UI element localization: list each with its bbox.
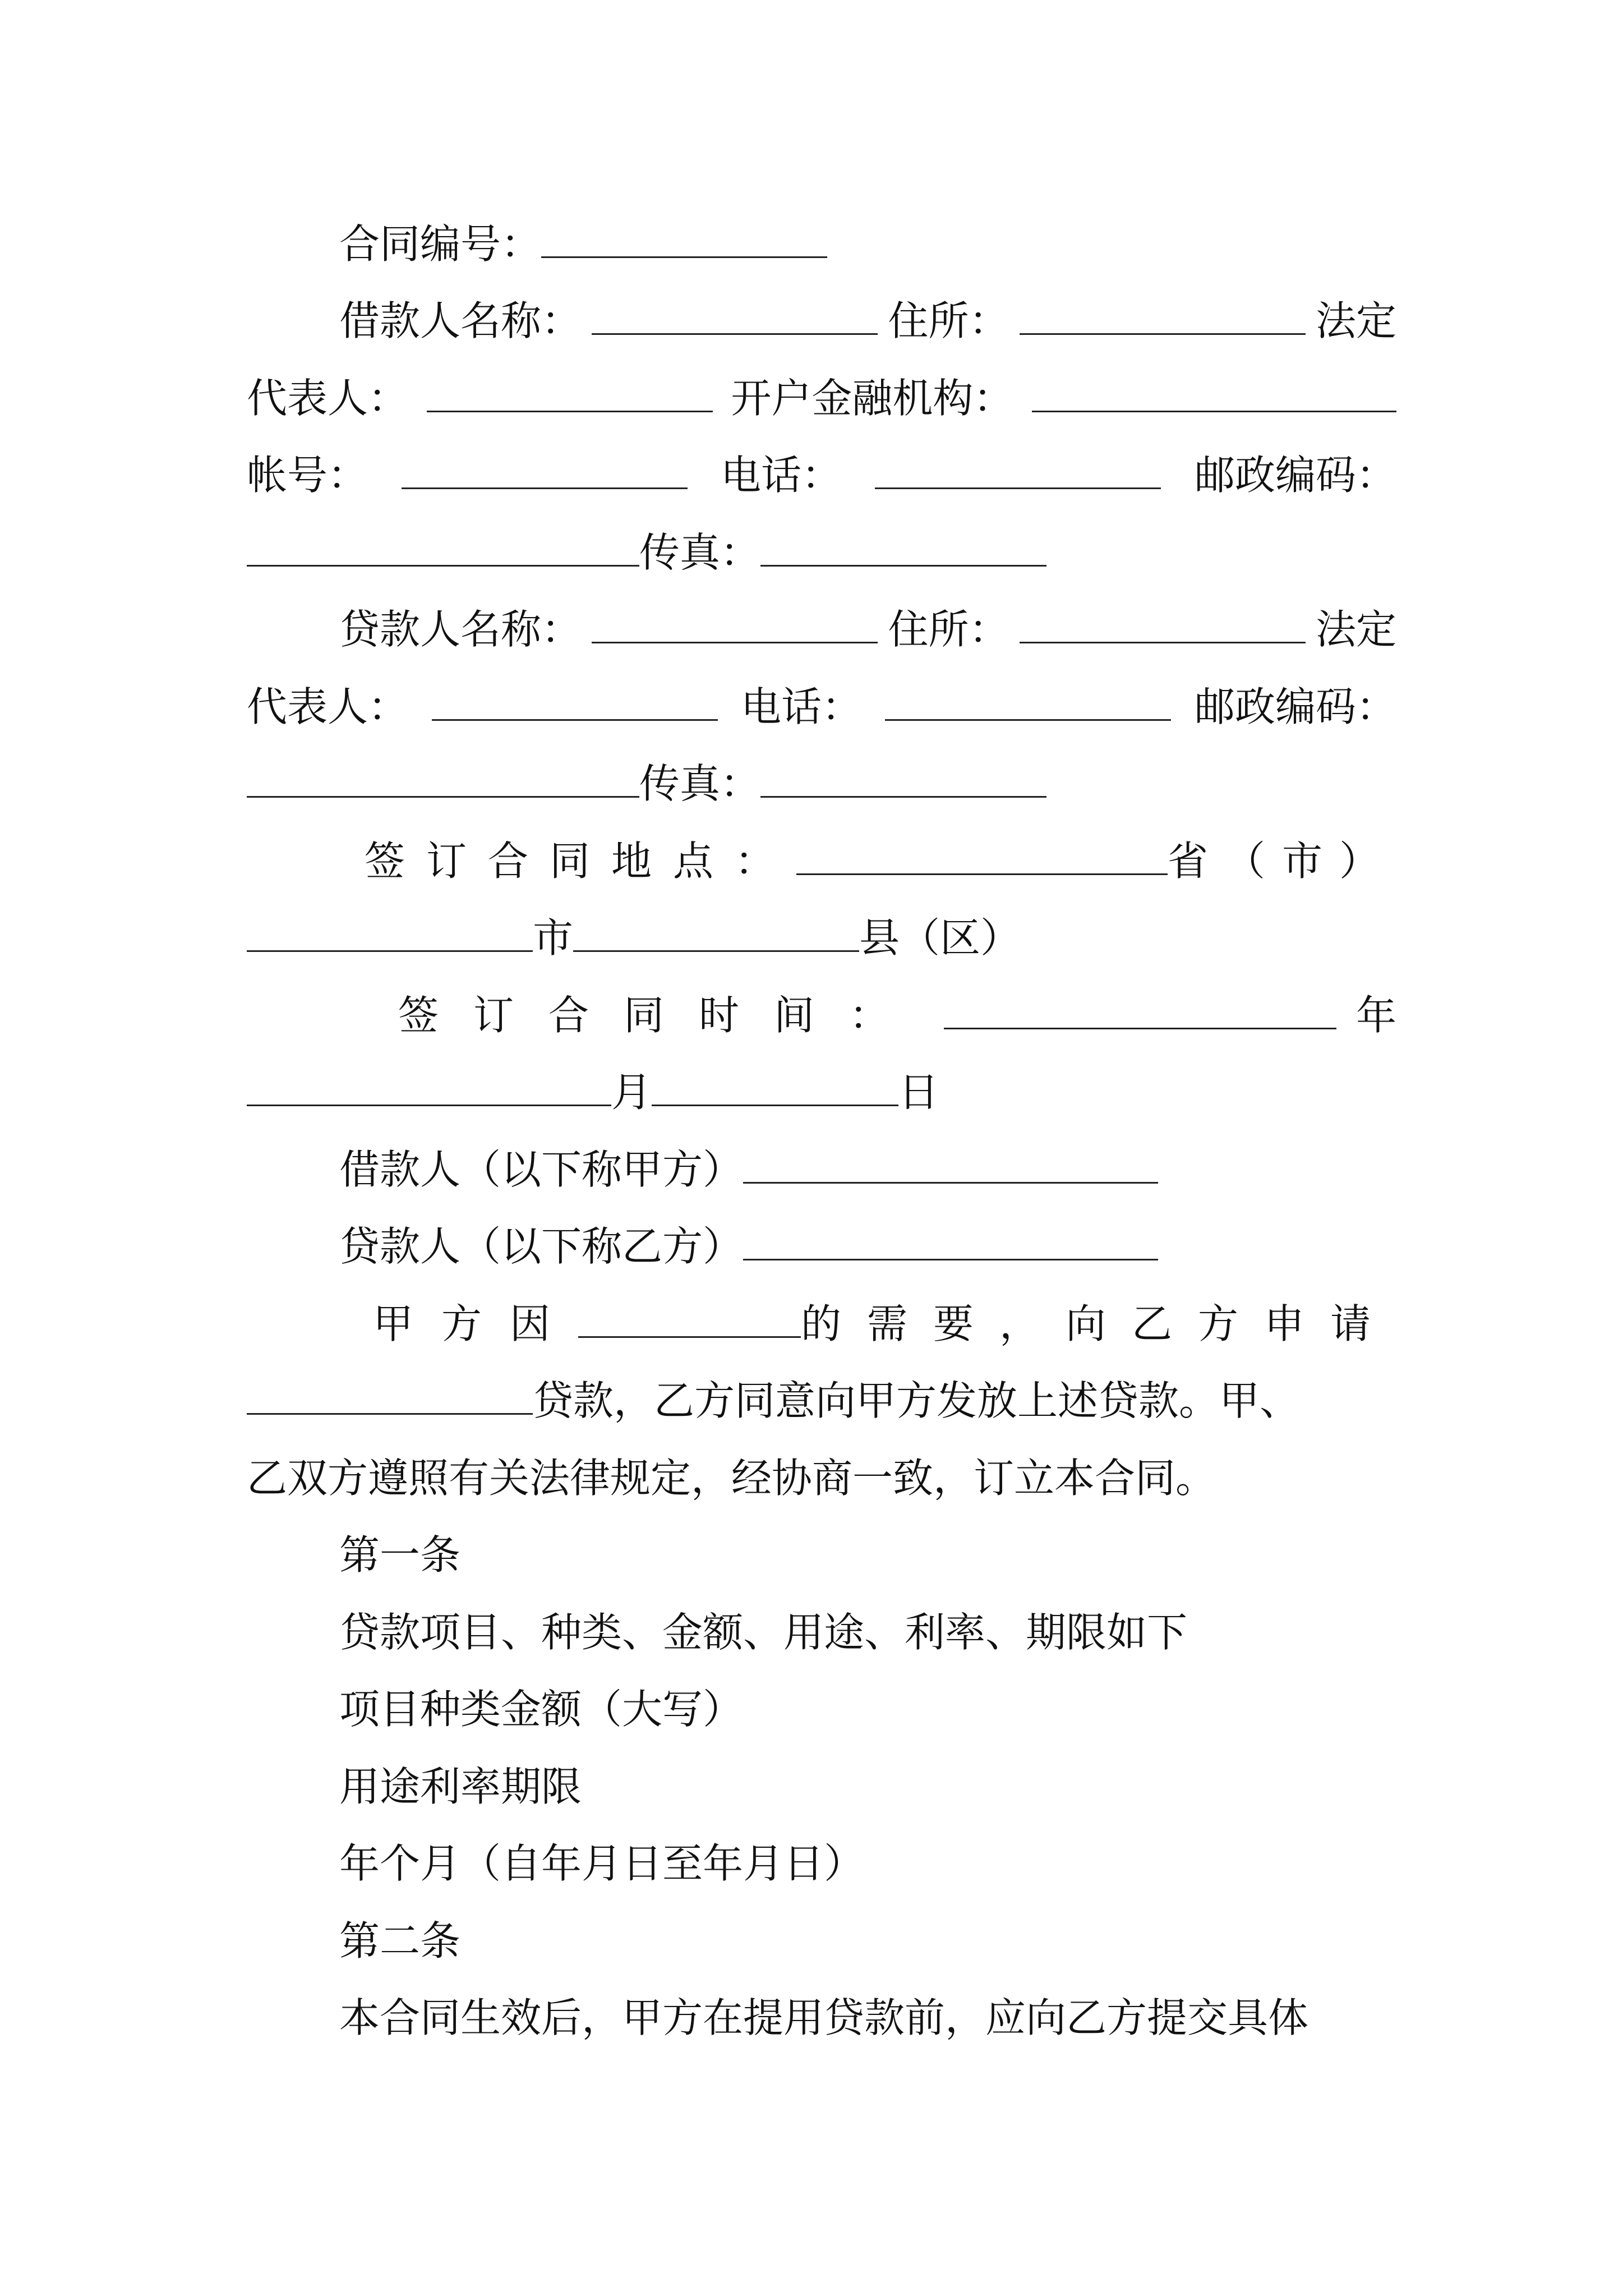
lender-fax-blank [760,751,1046,798]
lender-legal-rep-label-1: 法定 [1315,606,1396,653]
lender-line-3 [247,750,1396,817]
signing-time-line-1 [247,982,1396,1049]
signing-time-label: 签订合同时间： [398,992,925,1039]
intro-loan-blank [247,1368,533,1415]
lender-legal-rep-blank [432,674,718,721]
party-b-line [247,1213,1396,1280]
borrower-address-blank [1020,288,1306,335]
article-1-line-3 [247,1753,1396,1820]
article-1-line-2 [247,1676,1396,1743]
intro-part4: 乙双方遵照有关法律规定，经协商一致，订立本合同。 [247,1455,1216,1502]
signing-place-province: 省（市） [1167,838,1396,885]
borrower-phone-label: 电话： [720,452,842,499]
signing-place-city-blank [247,905,533,952]
borrower-legal-rep-blank [427,366,713,412]
borrower-account-blank [402,443,688,489]
article-2-title [247,1907,1396,1975]
signing-time-day: 日 [898,1069,939,1116]
party-b-label: 贷款人（以下称乙方） [339,1223,744,1270]
borrower-account-label: 帐号： [247,452,368,499]
lender-name-label: 贷款人名称： [339,606,582,653]
borrower-phone-blank [875,443,1161,489]
signing-time-line-2 [247,1059,1396,1126]
intro-line-1 [247,1290,1396,1358]
borrower-fax-label: 传真： [639,529,761,576]
signing-time-year-blank [944,983,1336,1029]
borrower-line-2 [247,365,1396,432]
lender-legal-rep-label-2: 代表人： [247,683,409,730]
intro-part1: 甲方因 [373,1300,579,1347]
article-1-line-2-text: 项目种类金额（大写） [339,1686,744,1733]
borrower-name-label: 借款人名称： [339,297,582,344]
lender-line-2 [247,673,1396,740]
signing-time-month-blank [247,1060,611,1106]
signing-place-line-2 [247,904,1396,972]
borrower-bank-label: 开户金融机构： [731,375,1014,422]
contract-number-blank [541,211,827,258]
borrower-legal-rep-label-2: 代表人： [247,375,409,422]
party-b-blank [743,1214,1158,1260]
borrower-address-label: 住所： [888,297,1009,344]
intro-line-3 [247,1444,1396,1512]
party-a-line [247,1136,1396,1203]
intro-line-2 [247,1367,1396,1434]
article-2-title-text: 第二条 [339,1917,461,1964]
lender-name-blank [592,597,878,643]
article-2-line-1-text: 本合同生效后，甲方在提用贷款前，应向乙方提交具体 [339,1994,1309,2041]
lender-postcode-blank [247,751,639,798]
signing-time-month: 月 [611,1069,652,1116]
article-2-line-1 [247,1984,1396,2051]
lender-postcode-label: 邮政编码： [1194,683,1396,730]
signing-place-county-blank [573,905,859,952]
intro-part3: 贷款，乙方同意向甲方发放上述贷款。甲、 [533,1377,1301,1424]
article-1-line-4-text: 年个月（自年月日至年月日） [339,1840,865,1887]
borrower-postcode-label: 邮政编码： [1194,452,1396,499]
signing-place-line-1 [247,827,1396,895]
article-1-title-text: 第一条 [339,1531,461,1579]
lender-line-1 [247,596,1396,663]
lender-address-blank [1020,597,1306,643]
lender-phone-blank [885,674,1171,721]
borrower-name-blank [592,288,878,335]
intro-purpose-blank [578,1291,801,1338]
article-1-line-4 [247,1830,1396,1897]
article-1-title [247,1521,1396,1589]
signing-place-city: 市 [533,914,574,961]
contract-number-line [247,210,1396,278]
article-1-line-1-text: 贷款项目、种类、金额、用途、利率、期限如下 [339,1609,1188,1656]
contract-number-label: 合同编号： [339,220,542,268]
signing-time-day-blank [652,1060,898,1106]
signing-time-year: 年 [1355,992,1396,1039]
lender-address-label: 住所： [888,606,1009,653]
signing-place-label: 签订合同地点： [365,838,797,885]
intro-part2: 的需要，向乙方申请 [800,1300,1396,1347]
borrower-bank-blank [1032,366,1396,412]
article-1-line-3-text: 用途利率期限 [339,1763,582,1810]
lender-fax-label: 传真： [639,760,761,807]
borrower-line-3 [247,441,1396,509]
borrower-line-4 [247,519,1396,586]
borrower-line-1 [247,287,1396,355]
party-a-label: 借款人（以下称甲方） [339,1146,744,1193]
borrower-legal-rep-label-1: 法定 [1315,297,1396,344]
borrower-postcode-blank [247,520,639,567]
signing-place-county: 县（区） [859,914,1021,961]
article-1-line-1 [247,1599,1396,1666]
signing-place-province-blank [796,829,1168,875]
party-a-blank [743,1137,1158,1184]
lender-phone-label: 电话： [740,683,862,730]
borrower-fax-blank [760,520,1046,567]
